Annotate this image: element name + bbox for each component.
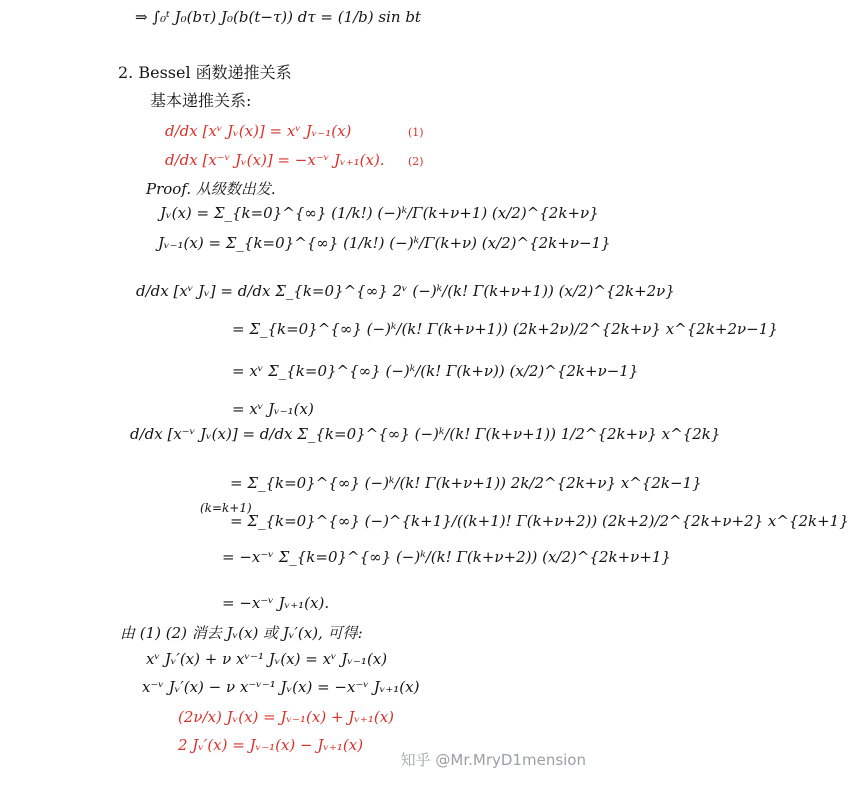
derivation-2-line-4: = −x⁻ᵛ Σ_{k=0}^{∞} (−)ᵏ/(k! Γ(k+ν+2)) (x/2)^{2k+ν+1} bbox=[222, 548, 671, 566]
derivation-1-line-2: = Σ_{k=0}^{∞} (−)ᵏ/(k! Γ(k+ν+1)) (2k+2ν)/2^{2k+ν} x^{2k+2ν−1} bbox=[232, 320, 778, 338]
derivation-2-line-5: = −x⁻ᵛ Jᵥ₊₁(x). bbox=[222, 594, 330, 612]
derivation-1-line-3: = xᵛ Σ_{k=0}^{∞} (−)ᵏ/(k! Γ(k+ν)) (x/2)^{2k+ν−1} bbox=[232, 362, 639, 380]
convolution-result: ⇒ ∫₀ᵗ J₀(bτ) J₀(b(t−τ)) dτ = (1/b) sin bt bbox=[135, 8, 421, 26]
equation-tag-1: (1) bbox=[408, 126, 424, 139]
derivation-2-line-2: = Σ_{k=0}^{∞} (−)ᵏ/(k! Γ(k+ν+1)) 2k/2^{2k+ν} x^{2k−1} bbox=[230, 474, 702, 492]
derived-relation-1: xᵛ Jᵥ′(x) + ν xᵛ⁻¹ Jᵥ(x) = xᵛ Jᵥ₋₁(x) bbox=[146, 650, 388, 668]
derivation-2-line-1: d/dx [x⁻ᵛ Jᵥ(x)] = d/dx Σ_{k=0}^{∞} (−)ᵏ/(k! Γ(k+ν+1)) 1/2^{2k+ν} x^{2k} bbox=[130, 425, 721, 443]
series-j-nu: Jᵥ(x) = Σ_{k=0}^{∞} (1/k!) (−)ᵏ/Γ(k+ν+1) (x/2)^{2k+ν} bbox=[160, 204, 599, 222]
derived-relation-2: x⁻ᵛ Jᵥ′(x) − ν x⁻ᵛ⁻¹ Jᵥ(x) = −x⁻ᵛ Jᵥ₊₁(x) bbox=[142, 678, 420, 696]
equation-tag-2: (2) bbox=[408, 155, 424, 168]
series-j-nu-minus-1: Jᵥ₋₁(x) = Σ_{k=0}^{∞} (1/k!) (−)ᵏ/Γ(k+ν) (x/2)^{2k+ν−1} bbox=[158, 234, 611, 252]
elimination-note: 由 (1) (2) 消去 Jᵥ(x) 或 Jᵥ′(x), 可得: bbox=[120, 624, 363, 642]
final-recurrence-1: (2ν/x) Jᵥ(x) = Jᵥ₋₁(x) + Jᵥ₊₁(x) bbox=[178, 708, 395, 726]
derivation-1-line-4: = xᵛ Jᵥ₋₁(x) bbox=[232, 400, 314, 418]
index-shift-note: (k=k+1) bbox=[200, 501, 252, 515]
derivation-1-line-1: d/dx [xᵛ Jᵥ] = d/dx Σ_{k=0}^{∞} 2ᵛ (−)ᵏ/(k! Γ(k+ν+1)) (x/2)^{2k+2ν} bbox=[136, 282, 675, 300]
section-heading: 2. Bessel 函数递推关系 bbox=[118, 63, 292, 82]
recurrence-1: d/dx [xᵛ Jᵥ(x)] = xᵛ Jᵥ₋₁(x) bbox=[165, 122, 352, 140]
derivation-2-line-3: = Σ_{k=0}^{∞} (−)^{k+1}/((k+1)! Γ(k+ν+2)) (2k+2)/2^{2k+ν+2} x^{2k+1} bbox=[230, 512, 849, 530]
proof-heading: Proof. 从级数出发. bbox=[146, 180, 276, 198]
watermark: 知乎 @Mr.MryD1mension bbox=[400, 751, 586, 769]
recurrence-2: d/dx [x⁻ᵛ Jᵥ(x)] = −x⁻ᵛ Jᵥ₊₁(x). bbox=[165, 151, 385, 169]
subsection-heading: 基本递推关系: bbox=[150, 91, 252, 110]
final-recurrence-2: 2 Jᵥ′(x) = Jᵥ₋₁(x) − Jᵥ₊₁(x) bbox=[178, 736, 364, 754]
